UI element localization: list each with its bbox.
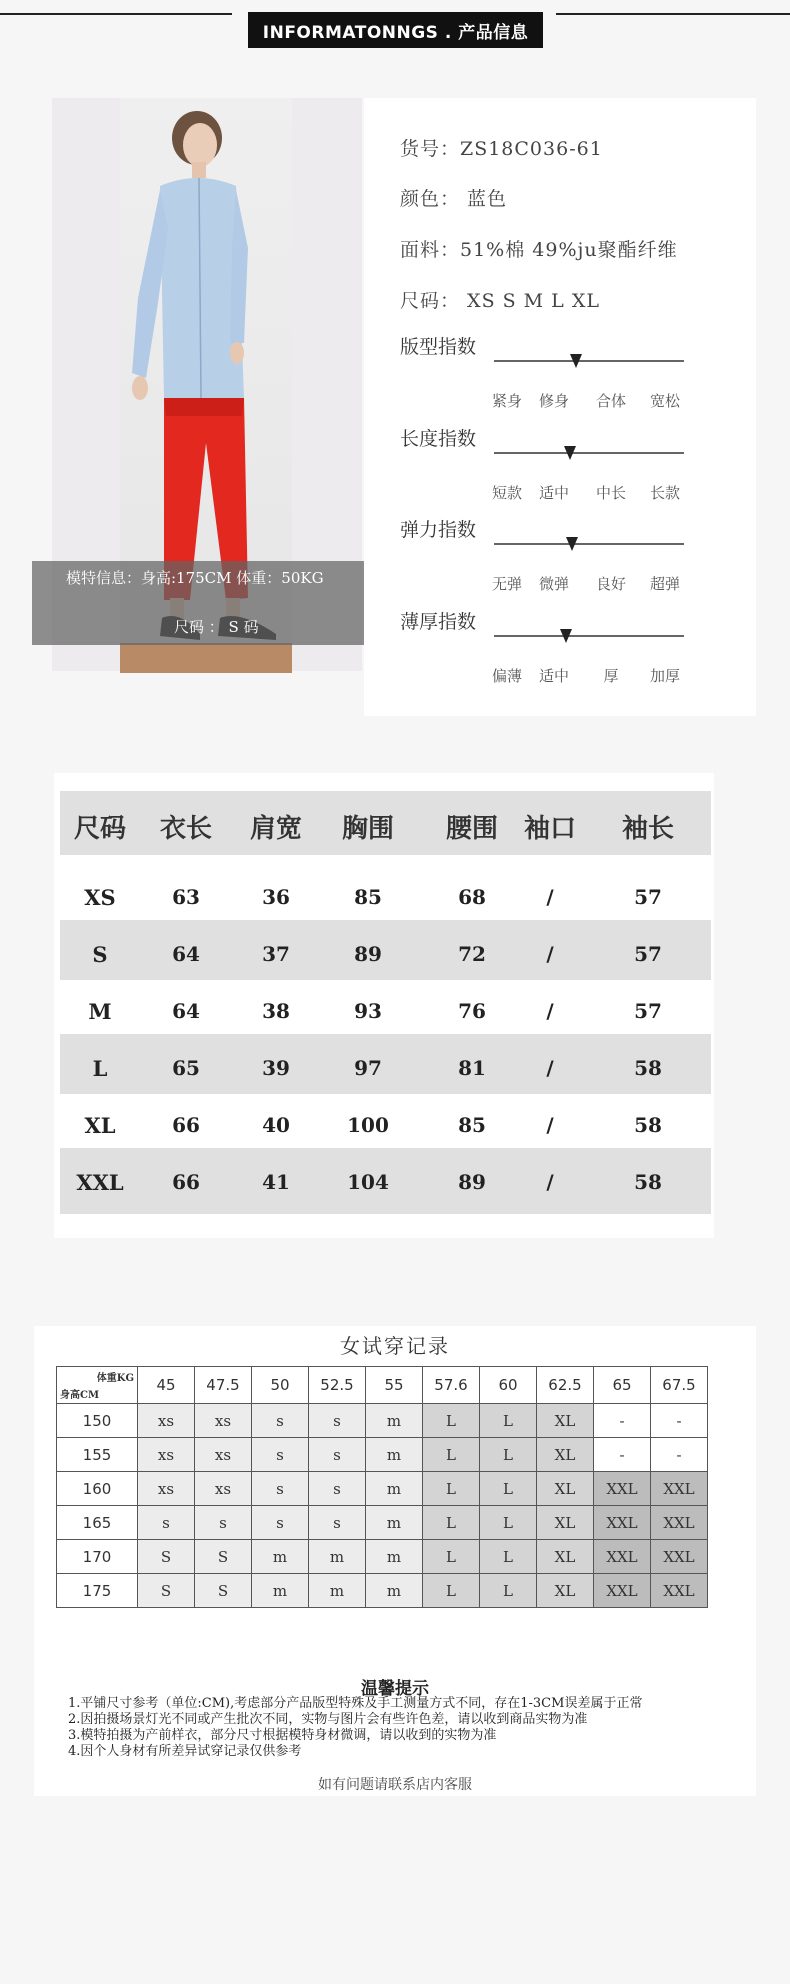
- size-table-cell: /: [546, 999, 554, 1023]
- fit-height-cell: 170: [57, 1540, 138, 1574]
- fit-size-cell: s: [138, 1506, 195, 1540]
- fit-height-cell: 165: [57, 1506, 138, 1540]
- fit-weight-header: 65: [594, 1367, 651, 1404]
- size-table-cell: 85: [354, 885, 382, 909]
- fit-size-cell: xs: [195, 1438, 252, 1472]
- fit-weight-header: 62.5: [537, 1367, 594, 1404]
- fit-size-cell: m: [366, 1540, 423, 1574]
- size-table-cell: S: [92, 942, 108, 967]
- scale-track: [494, 452, 684, 454]
- note-item: 1.平铺尺寸参考（单位:CM),考虑部分产品版型特殊及手工测量方式不同，存在1-3CM误差属于正常: [68, 1696, 643, 1711]
- fit-size-cell: s: [252, 1472, 309, 1506]
- fit-weight-header: 52.5: [309, 1367, 366, 1404]
- notes-title: 温馨提示: [361, 1679, 429, 1699]
- fit-weight-header: 67.5: [651, 1367, 708, 1404]
- scale-marker: [570, 354, 582, 368]
- size-table-header-cell: 袖口: [523, 814, 576, 844]
- scale-label: 加厚: [649, 667, 680, 685]
- fit-size-cell: s: [252, 1506, 309, 1540]
- scale-label: 适中: [538, 484, 569, 502]
- fit-size-cell: -: [594, 1438, 651, 1472]
- fit-size-cell: L: [480, 1506, 537, 1540]
- size-table-header-cell: 胸围: [341, 814, 394, 844]
- scale-marker: [560, 629, 572, 643]
- notes-footer: 如有问题请联系店内客服: [318, 1777, 472, 1793]
- size-table-cell: XXL: [76, 1170, 124, 1195]
- fit-size-cell: L: [480, 1404, 537, 1438]
- model-info-overlay: [32, 561, 382, 645]
- fit-header-row: [57, 1367, 708, 1404]
- scale-label: 修身: [538, 392, 569, 410]
- size-table-cell: /: [546, 1113, 554, 1137]
- size-table-header-cell: 腰围: [445, 814, 498, 844]
- fit-size-cell: m: [252, 1574, 309, 1608]
- fit-height-cell: 150: [57, 1404, 138, 1438]
- size-table-cell: 68: [458, 885, 486, 909]
- scale-marker: [566, 537, 578, 551]
- fit-weight-header: 57.6: [423, 1367, 480, 1404]
- size-table-cell: 63: [172, 885, 200, 909]
- size-table-cell: 41: [262, 1170, 290, 1194]
- size-table-cell: 40: [262, 1113, 290, 1137]
- fit-row: [57, 1438, 708, 1472]
- size-table-cell: L: [92, 1056, 108, 1081]
- fit-size-cell: s: [195, 1506, 252, 1540]
- product-fabric: 面料：51%棉 49%ju聚酯纤维: [400, 239, 678, 261]
- fit-corner-cell: [57, 1367, 138, 1404]
- scale-label: 合体: [595, 392, 626, 410]
- fit-height-cell: 155: [57, 1438, 138, 1472]
- fit-size-cell: s: [309, 1506, 366, 1540]
- fit-size-cell: L: [423, 1574, 480, 1608]
- size-table-cell: 93: [354, 999, 382, 1023]
- fit-size-cell: -: [594, 1404, 651, 1438]
- size-table-cell: 36: [262, 885, 290, 909]
- fit-size-cell: XL: [537, 1574, 594, 1608]
- scale-track: [494, 635, 684, 637]
- fit-size-cell: xs: [138, 1438, 195, 1472]
- size-table-cell: 57: [634, 999, 662, 1023]
- fit-size-cell: xs: [195, 1472, 252, 1506]
- product-info-card: [364, 98, 756, 716]
- fit-size-cell: XL: [537, 1472, 594, 1506]
- fit-weight-header: 47.5: [195, 1367, 252, 1404]
- fit-size-cell: S: [195, 1574, 252, 1608]
- fit-size-cell: xs: [138, 1404, 195, 1438]
- fit-corner-height-label: 身高CM: [60, 1390, 100, 1401]
- scale-label: 微弹: [538, 575, 569, 593]
- fit-size-cell: XL: [537, 1404, 594, 1438]
- fit-size-cell: XXL: [651, 1540, 708, 1574]
- fit-size-cell: m: [252, 1540, 309, 1574]
- fit-size-cell: L: [423, 1404, 480, 1438]
- fit-size-cell: m: [366, 1404, 423, 1438]
- scale-label: 中长: [595, 484, 626, 502]
- scale-title: 长度指数: [400, 428, 477, 450]
- fit-size-cell: XXL: [594, 1540, 651, 1574]
- note-item: 3.模特拍摄为产前样衣，部分尺寸根据模特身材微调，请以收到的实物为准: [68, 1728, 497, 1743]
- scale-track: [494, 543, 684, 545]
- fit-size-cell: m: [366, 1438, 423, 1472]
- size-table-cell: 66: [172, 1170, 200, 1194]
- scale-label: 厚: [603, 667, 619, 685]
- fit-size-cell: XXL: [651, 1574, 708, 1608]
- fit-size-cell: XXL: [594, 1574, 651, 1608]
- size-table-cell: M: [88, 999, 112, 1024]
- scale-label: 偏薄: [491, 667, 522, 685]
- size-table-cell: 65: [172, 1056, 200, 1080]
- product-color: 颜色： 蓝色: [400, 188, 508, 210]
- scale-label: 短款: [491, 484, 522, 502]
- size-table-cell: 57: [634, 942, 662, 966]
- scale-title: 弹力指数: [400, 519, 477, 541]
- fit-height-cell: 160: [57, 1472, 138, 1506]
- fit-size-cell: L: [423, 1506, 480, 1540]
- header-line-left: [0, 13, 232, 15]
- fit-size-cell: XL: [537, 1506, 594, 1540]
- scale-label: 良好: [595, 575, 626, 593]
- size-table-cell: 89: [354, 942, 382, 966]
- fit-record-table: [56, 1366, 708, 1608]
- fit-size-cell: L: [480, 1438, 537, 1472]
- size-table-cell: 58: [634, 1113, 662, 1137]
- fit-size-cell: S: [138, 1574, 195, 1608]
- notes-list: [68, 1696, 758, 1760]
- size-table-cell: 38: [262, 999, 290, 1023]
- fit-size-cell: XL: [537, 1438, 594, 1472]
- fit-size-cell: m: [366, 1472, 423, 1506]
- note-item: 2.因拍摄场景灯光不同或产生批次不同，实物与图片会有些许色差，请以收到商品实物为准: [68, 1712, 588, 1727]
- size-table-cell: XS: [84, 885, 116, 910]
- scale-label: 紧身: [491, 392, 522, 410]
- fit-size-cell: L: [423, 1472, 480, 1506]
- fit-size-cell: s: [252, 1438, 309, 1472]
- scale-label: 无弹: [491, 575, 522, 593]
- size-table-cell: /: [546, 1170, 554, 1194]
- size-table-cell: 97: [354, 1056, 382, 1080]
- fit-corner-weight-label: 体重KG: [96, 1373, 134, 1384]
- fit-size-cell: XXL: [594, 1472, 651, 1506]
- product-sizes: 尺码： XS S M L XL: [400, 290, 600, 312]
- fit-size-cell: XXL: [651, 1506, 708, 1540]
- fit-row: [57, 1472, 708, 1506]
- fit-record-title: 女试穿记录: [340, 1334, 450, 1358]
- note-item: 4.因个人身材有所差异试穿记录仅供参考: [68, 1744, 302, 1759]
- product-sku: 货号：ZS18C036-61: [400, 138, 603, 160]
- size-table-header-cell: 尺码: [73, 814, 126, 844]
- size-table-cell: /: [546, 885, 554, 909]
- fit-size-cell: L: [423, 1540, 480, 1574]
- fit-row: [57, 1540, 708, 1574]
- scale-title: 版型指数: [400, 336, 477, 358]
- fit-size-cell: XL: [537, 1540, 594, 1574]
- fit-size-cell: s: [309, 1472, 366, 1506]
- section-title: INFORMATONNGS . 产品信息: [248, 12, 543, 48]
- fit-size-cell: s: [309, 1438, 366, 1472]
- fit-size-cell: xs: [138, 1472, 195, 1506]
- fit-size-cell: m: [309, 1574, 366, 1608]
- fit-row: [57, 1506, 708, 1540]
- size-table-cell: 57: [634, 885, 662, 909]
- fit-height-cell: 175: [57, 1574, 138, 1608]
- header-line-right: [556, 13, 790, 15]
- fit-size-cell: s: [252, 1404, 309, 1438]
- size-table-cell: 104: [347, 1170, 389, 1194]
- scale-label: 宽松: [649, 392, 680, 410]
- size-table-header-cell: 袖长: [621, 814, 674, 844]
- size-table-cell: /: [546, 1056, 554, 1080]
- size-table-cell: /: [546, 942, 554, 966]
- size-table-cell: 100: [347, 1113, 389, 1137]
- size-table-cell: 85: [458, 1113, 486, 1137]
- scale-marker: [564, 446, 576, 460]
- fit-size-cell: m: [366, 1574, 423, 1608]
- size-table-cell: XL: [84, 1113, 116, 1138]
- size-table-cell: 39: [262, 1056, 290, 1080]
- fit-weight-header: 45: [138, 1367, 195, 1404]
- size-table-cell: 66: [172, 1113, 200, 1137]
- scale-label: 适中: [538, 667, 569, 685]
- fit-size-cell: S: [195, 1540, 252, 1574]
- scale-track: [494, 360, 684, 362]
- fit-size-cell: m: [366, 1506, 423, 1540]
- scale-title: 薄厚指数: [400, 611, 477, 633]
- fit-size-cell: L: [480, 1540, 537, 1574]
- fit-size-cell: -: [651, 1438, 708, 1472]
- fit-row: [57, 1404, 708, 1438]
- fit-row: [57, 1574, 708, 1608]
- fit-weight-header: 55: [366, 1367, 423, 1404]
- size-table-cell: 37: [262, 942, 290, 966]
- fit-size-cell: m: [309, 1540, 366, 1574]
- fit-size-cell: L: [423, 1438, 480, 1472]
- size-table-cell: 72: [458, 942, 486, 966]
- fit-size-cell: S: [138, 1540, 195, 1574]
- fit-size-cell: -: [651, 1404, 708, 1438]
- model-size: 尺码 ： S 码: [174, 618, 259, 636]
- size-table-header-cell: 衣长: [159, 814, 212, 844]
- model-measurements: 模特信息：身高:175CM 体重：50KG: [66, 569, 324, 587]
- size-table-cell: 81: [458, 1056, 486, 1080]
- size-table-cell: 64: [172, 942, 200, 966]
- scale-label: 超弹: [649, 575, 680, 593]
- fit-size-cell: L: [480, 1574, 537, 1608]
- fit-size-cell: XXL: [594, 1506, 651, 1540]
- fit-size-cell: L: [480, 1472, 537, 1506]
- fit-weight-header: 60: [480, 1367, 537, 1404]
- fit-size-cell: xs: [195, 1404, 252, 1438]
- fit-size-cell: XXL: [651, 1472, 708, 1506]
- size-table-header-cell: 肩宽: [249, 814, 302, 844]
- scale-label: 长款: [649, 484, 680, 502]
- size-table-cell: 58: [634, 1170, 662, 1194]
- fit-weight-header: 50: [252, 1367, 309, 1404]
- size-table-cell: 76: [458, 999, 486, 1023]
- fit-size-cell: s: [309, 1404, 366, 1438]
- size-table-cell: 58: [634, 1056, 662, 1080]
- size-table-cell: 64: [172, 999, 200, 1023]
- size-table-cell: 89: [458, 1170, 486, 1194]
